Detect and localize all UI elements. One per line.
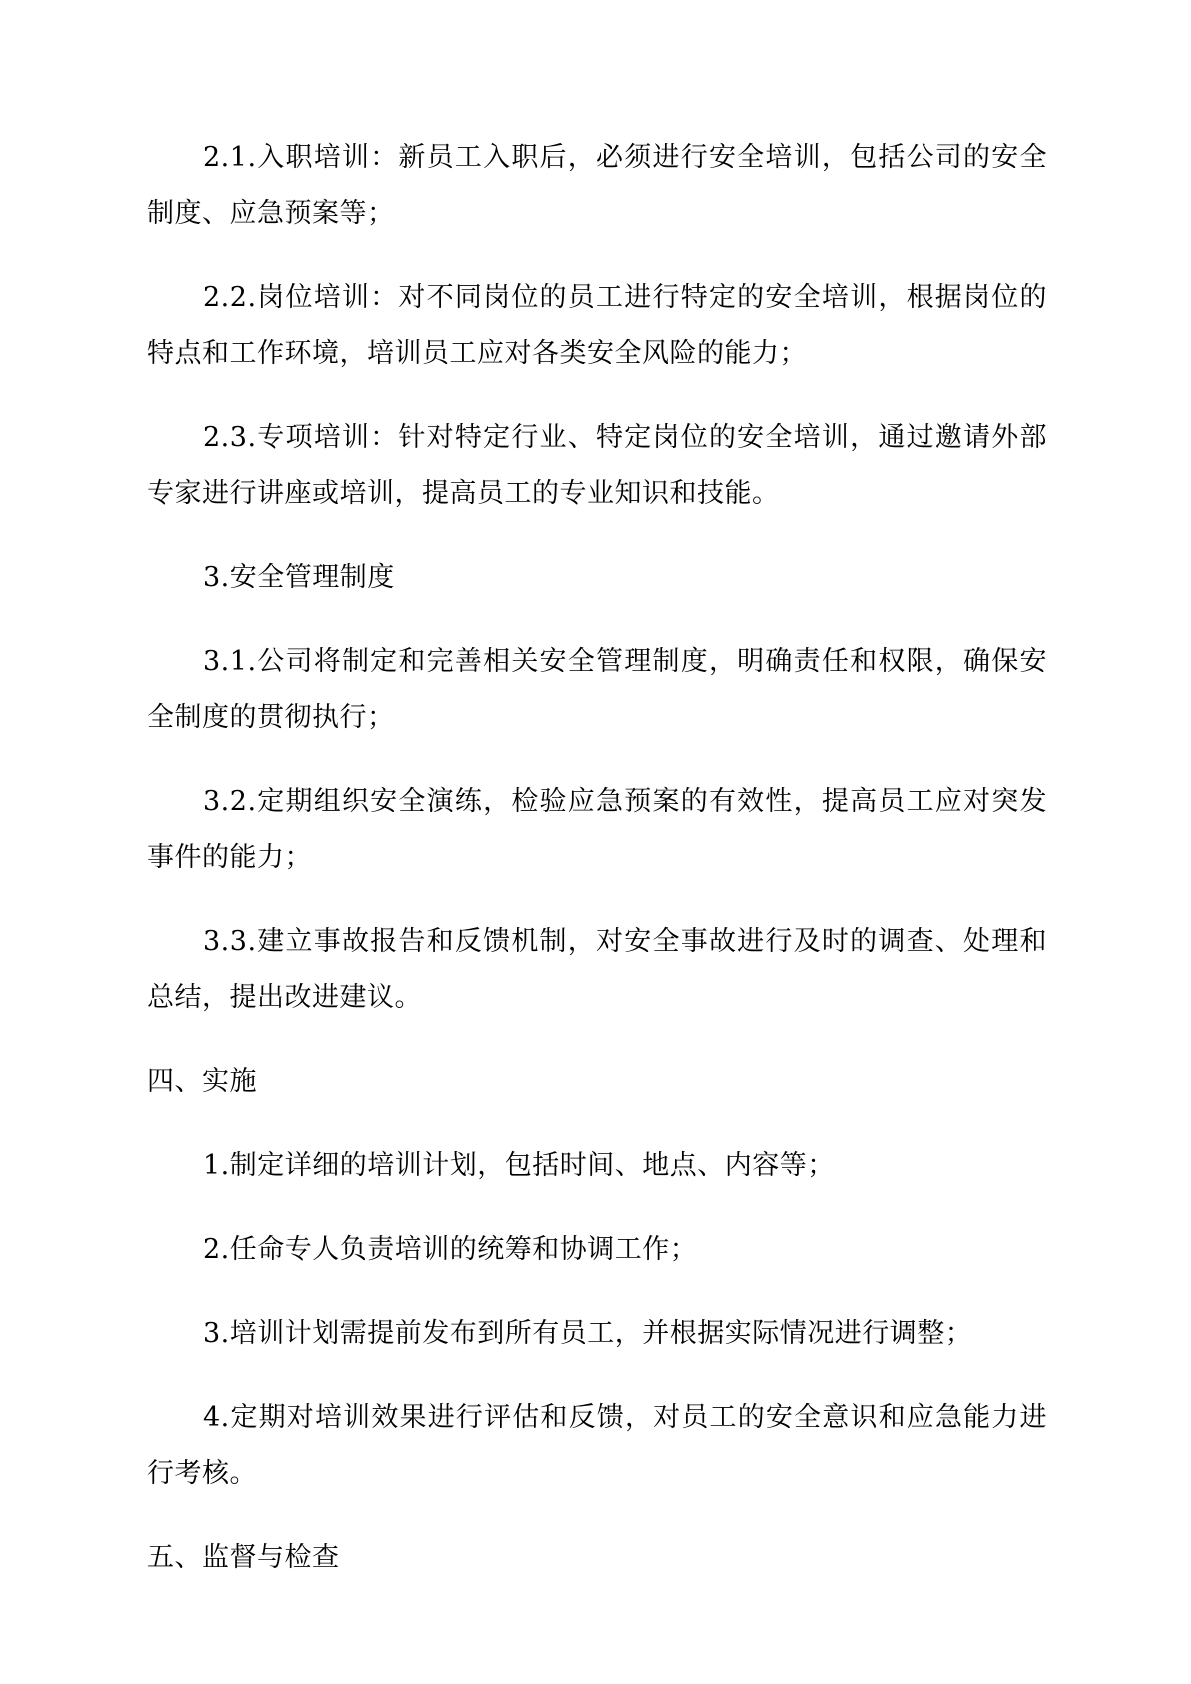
list-item-implementation-4: 4.定期对培训效果进行评估和反馈，对员工的安全意识和应急能力进行考核。 [147, 1402, 1047, 1489]
paragraph-3-3: 3.3.建立事故报告和反馈机制，对安全事故进行及时的调查、处理和总结，提出改进建议。 [147, 926, 1047, 1013]
paragraph-3-2: 3.2.定期组织安全演练，检验应急预案的有效性，提高员工应对突发事件的能力； [147, 786, 1047, 873]
document-body [147, 130, 1047, 1614]
subheading-3-safety-management: 3.安全管理制度 [203, 562, 395, 593]
section-heading-implementation: 四、实施 [147, 1066, 257, 1097]
paragraph-2-1-onboarding-training: 2.1.入职培训：新员工入职后，必须进行安全培训，包括公司的安全制度、应急预案等； [147, 142, 1047, 229]
paragraph-3-1: 3.1.公司将制定和完善相关安全管理制度，明确责任和权限，确保安全制度的贯彻执行； [147, 646, 1047, 733]
section-heading-supervision: 五、监督与检查 [147, 1542, 340, 1573]
paragraph-2-2-position-training: 2.2.岗位培训：对不同岗位的员工进行特定的安全培训，根据岗位的特点和工作环境，培训员工应对各类安全风险的能力； [147, 282, 1047, 369]
list-item-implementation-1: 1.制定详细的培训计划，包括时间、地点、内容等； [203, 1150, 835, 1181]
paragraph-2-3-special-training: 2.3.专项培训：针对特定行业、特定岗位的安全培训，通过邀请外部专家进行讲座或培训，提高员工的专业知识和技能。 [147, 422, 1047, 509]
list-item-implementation-2: 2.任命专人负责培训的统筹和协调工作； [203, 1234, 698, 1265]
list-item-implementation-3: 3.培训计划需提前发布到所有员工，并根据实际情况进行调整； [203, 1318, 973, 1349]
